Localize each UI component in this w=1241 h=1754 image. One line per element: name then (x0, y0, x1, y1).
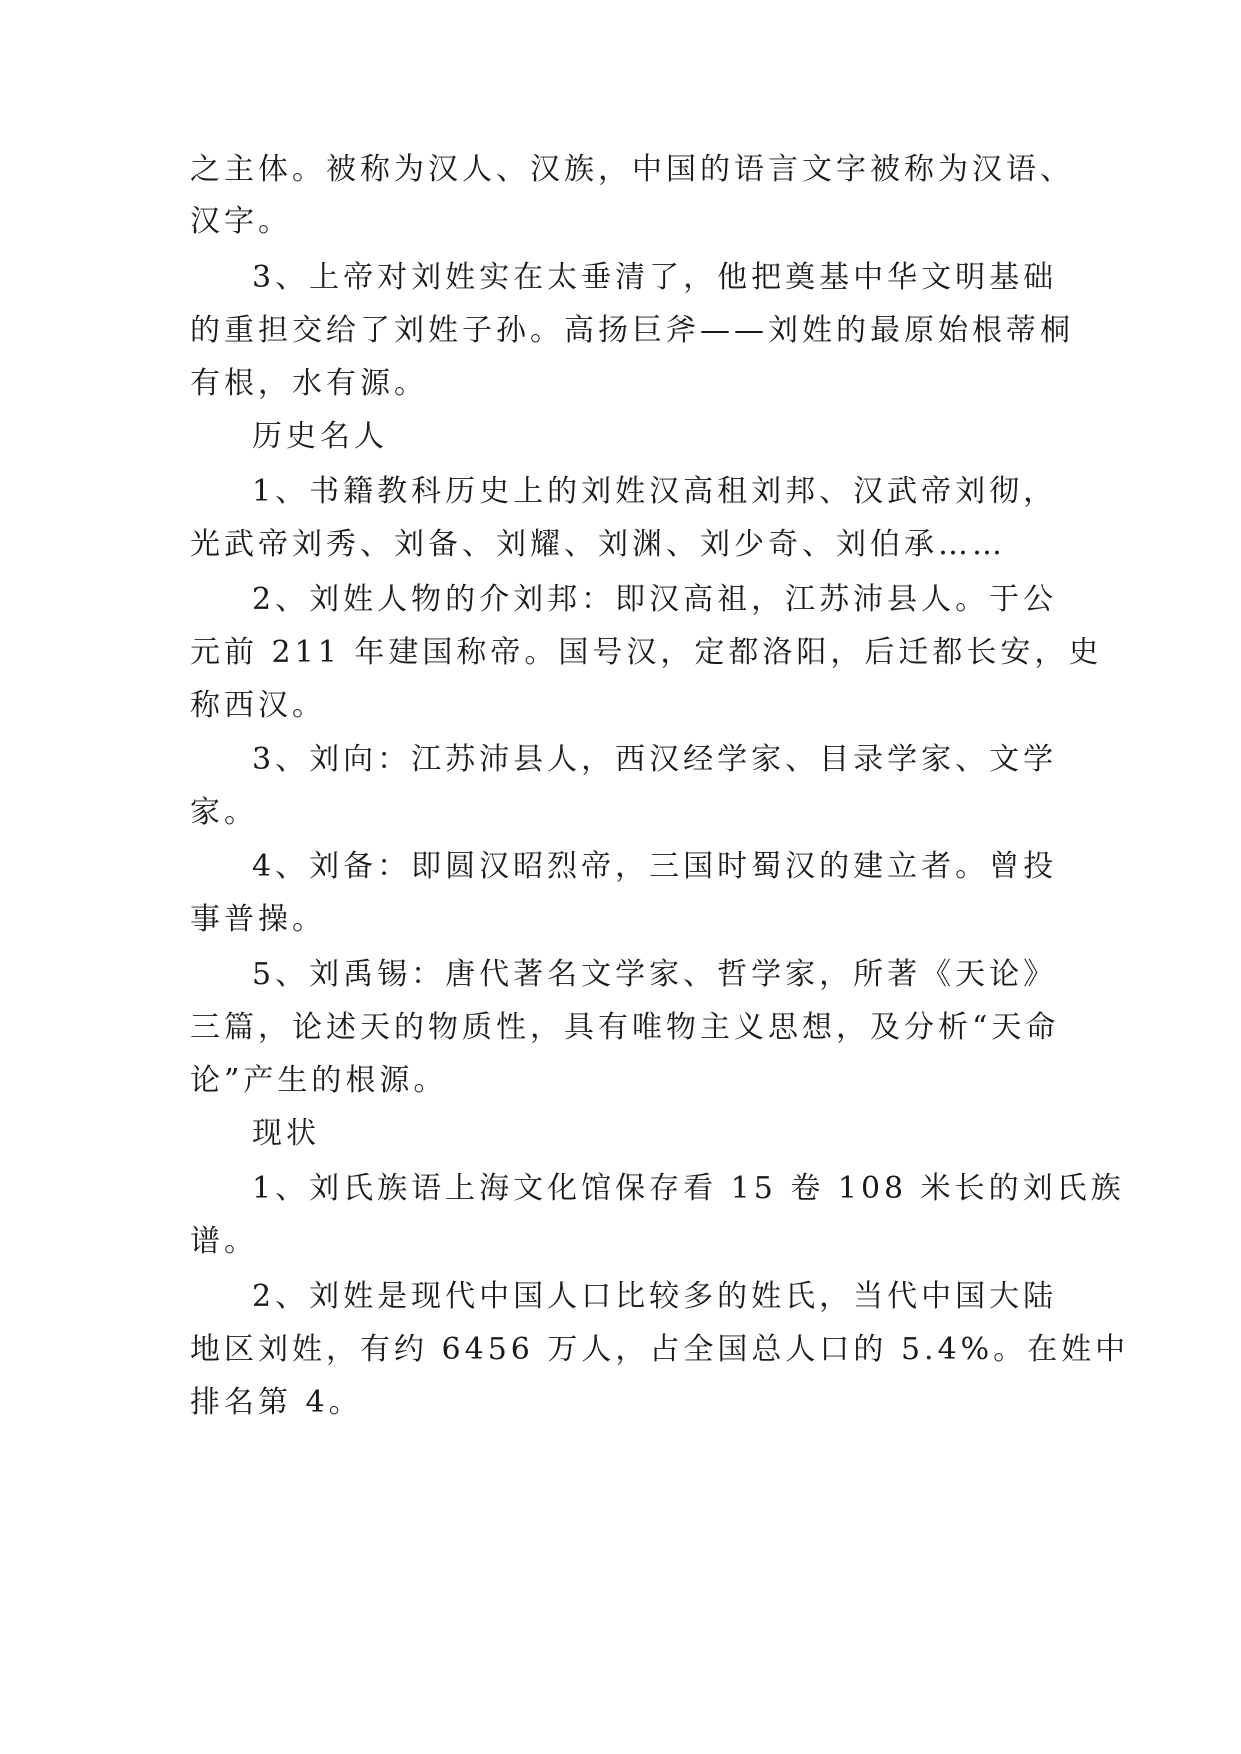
text-line: 有根，水有源。 (190, 366, 428, 401)
text-line: 汉字。 (190, 204, 292, 239)
text-line: 之主体。被称为汉人、汉族，中国的语言文字被称为汉语、 (190, 152, 1074, 187)
text-line: 地区刘姓，有约 6456 万人，占全国总人口的 5.4%。在姓中 (190, 1332, 1130, 1367)
text-line: 谱。 (190, 1224, 258, 1259)
text-line: 论”产生的根源。 (190, 1063, 448, 1098)
text-line: 3、上帝对刘姓实在太垂清了，他把奠基中华文明基础 (252, 260, 1058, 295)
section-heading: 现状 (252, 1116, 320, 1151)
text-line: 元前 211 年建国称帝。国号汉，定都洛阳，后迁都长安，史 (190, 635, 1103, 670)
text-line: 5、刘禹锡：唐代著名文学家、哲学家，所著《天论》 (252, 957, 1058, 992)
text-line: 2、刘姓是现代中国人口比较多的姓氏，当代中国大陆 (252, 1279, 1058, 1314)
section-heading: 历史名人 (252, 419, 388, 454)
text-line: 事普操。 (190, 902, 326, 937)
text-line: 4、刘备：即圆汉昭烈帝，三国时蜀汉的建立者。曾投 (252, 849, 1058, 884)
text-line: 3、刘向：江苏沛县人，西汉经学家、目录学家、文学 (252, 742, 1058, 777)
text-line: 称西汉。 (190, 688, 326, 723)
text-line: 1、刘氏族语上海文化馆保存看 15 卷 108 米长的刘氏族 (252, 1171, 1125, 1206)
text-line: 的重担交给了刘姓子孙。高扬巨斧——刘姓的最原始根蒂桐 (190, 313, 1074, 348)
text-line: 三篇，论述天的物质性，具有唯物主义思想，及分析“天命 (190, 1010, 1060, 1045)
text-line: 排名第 4。 (190, 1385, 363, 1420)
text-line: 家。 (190, 795, 258, 830)
text-line: 1、书籍教科历史上的刘姓汉高租刘邦、汉武帝刘彻， (252, 474, 1058, 509)
text-line: 光武帝刘秀、刘备、刘耀、刘渊、刘少奇、刘伯承…… (190, 527, 1006, 562)
text-line: 2、刘姓人物的介刘邦：即汉高祖，江苏沛县人。于公 (252, 582, 1058, 617)
